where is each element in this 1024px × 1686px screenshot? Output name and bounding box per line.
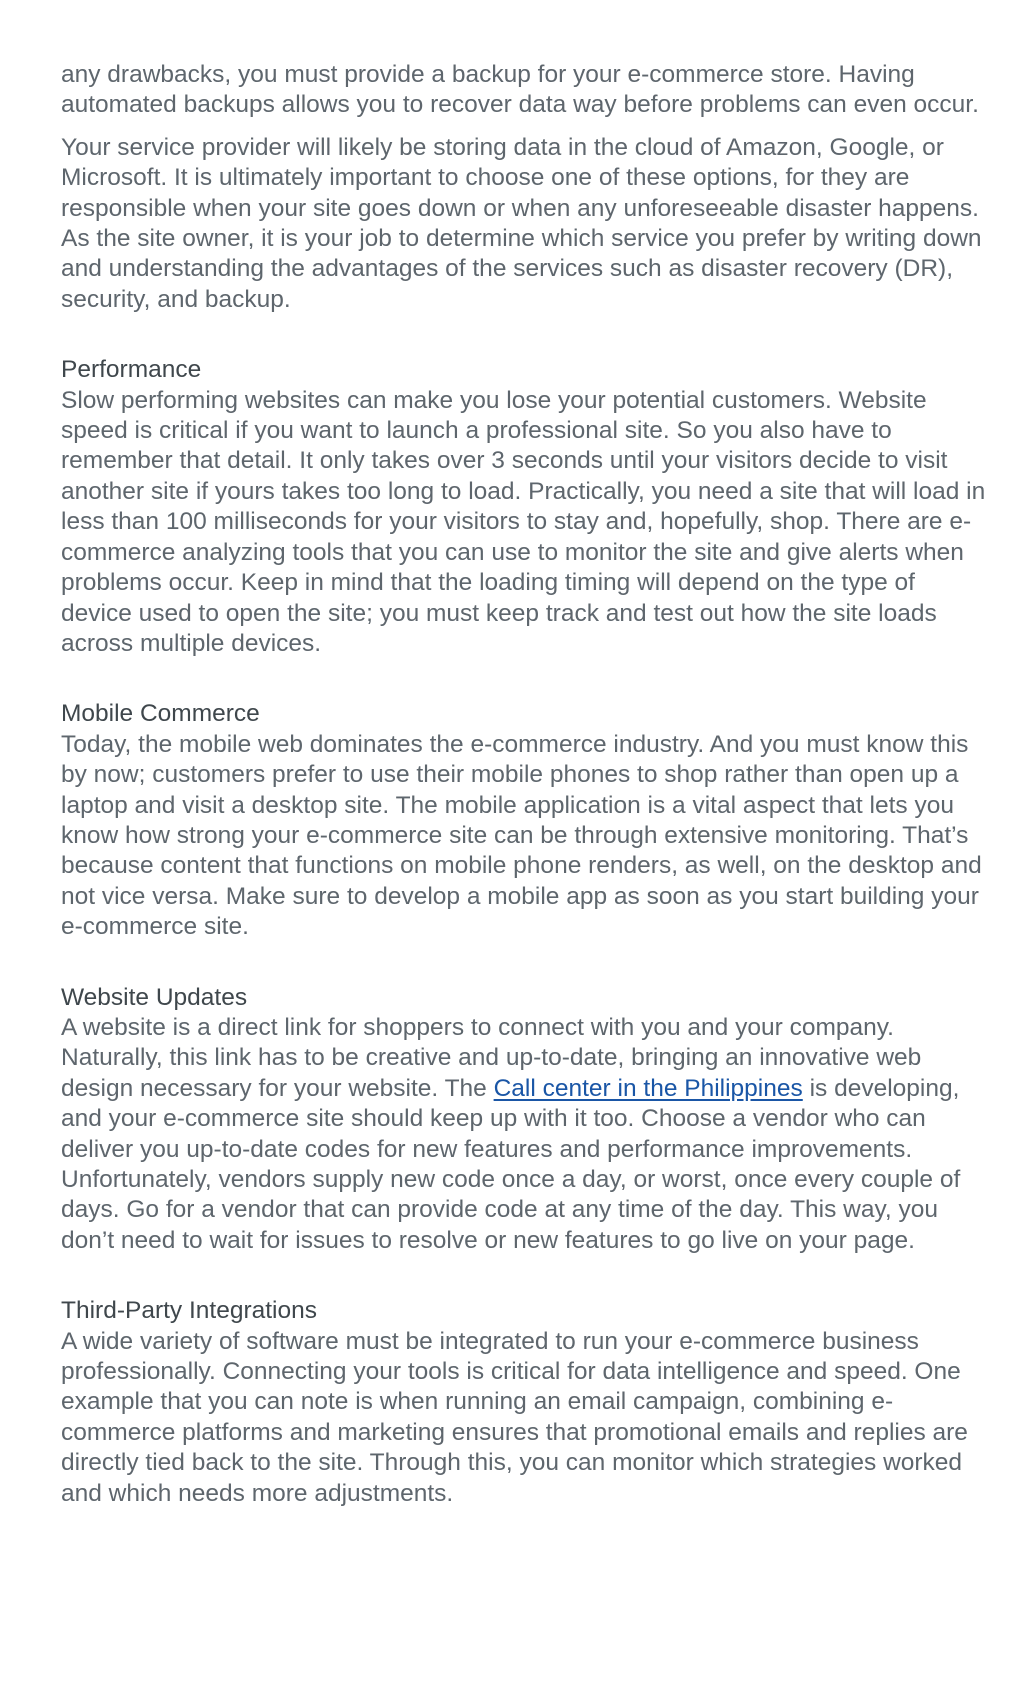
- section-heading-mobile-commerce: Mobile Commerce: [61, 700, 260, 728]
- section-third-party-integrations: [61, 1296, 991, 1509]
- website-updates-text-before-link: A website is a direct link for shoppers to connect with you and your company. Naturally, this link has to be creative and up-to-date, bringing an innovative web design necessary for your website. The: [61, 1013, 922, 1102]
- section-website-updates: [61, 983, 991, 1257]
- intro-paragraph-backup: any drawbacks, you must provide a backup for your e-commerce store. Having automated backups allows you to recover data way before problems can even occur.: [61, 61, 979, 119]
- call-center-philippines-link[interactable]: Call center in the Philippines: [493, 1074, 803, 1102]
- section-body-website-updates: [61, 1013, 991, 1256]
- section-performance: [61, 355, 991, 659]
- section-heading-website-updates: Website Updates: [61, 983, 248, 1011]
- section-mobile-commerce: [61, 699, 991, 942]
- section-heading-performance: Performance: [61, 356, 202, 384]
- section-body-mobile-commerce: Today, the mobile web dominates the e-commerce industry. And you must know this by now; customers prefer to use their mobile phones to shop rather than open up a laptop and visit a desktop site. The mobile application is a vital aspect that lets you know how strong your e-commerce site can be through extensive monitoring. That’s because content that functions on mobile phone renders, as well, on the desktop and not vice versa. Make sure to develop a mobile app as soon as you start building your e-commerce site.: [61, 730, 982, 941]
- intro-paragraph-cloud-provider: Your service provider will likely be storing data in the cloud of Amazon, Google, or Microsoft. It is ultimately important to choose one of these options, for they are responsible when your site goes down or when any unforeseeable disaster happens. As the site owner, it is your job to determine which service you prefer by writing down and understanding the advantages of the services such as disaster recovery (DR), security, and backup.: [61, 133, 982, 313]
- section-body-third-party-integrations: A wide variety of software must be integrated to run your e-commerce business professionally. Connecting your tools is critical for data intelligence and speed. One example that you can note is when running an email campaign, combining e-commerce platforms and marketing ensures that promotional emails and replies are directly tied back to the site. Through this, you can monitor which strategies worked and which needs more adjustments.: [61, 1327, 968, 1507]
- article-content: [61, 60, 991, 1509]
- section-heading-third-party-integrations: Third-Party Integrations: [61, 1297, 317, 1325]
- website-updates-text-after-link: is developing, and your e-commerce site should keep up with it too. Choose a vendor who can deliver you up-to-date codes for new features and performance improvements. Unfortunately, vendors supply new code once a day, or worst, once every couple of days. Go for a vendor that can provide code at any time of the day. This way, you don’t need to wait for issues to resolve or new features to go live on your page.: [61, 1074, 961, 1254]
- section-body-performance: Slow performing websites can make you lose your potential customers. Website speed is critical if you want to launch a professional site. So you also have to remember that detail. It only takes over 3 seconds until your visitors decide to visit another site if yours takes too long to load. Practically, you need a site that will load in less than 100 milliseconds for your visitors to stay and, hopefully, shop. There are e-commerce analyzing tools that you can use to monitor the site and give alerts when problems occur. Keep in mind that the loading timing will depend on the type of device used to open the site; you must keep track and test out how the site loads across multiple devices.: [61, 386, 986, 657]
